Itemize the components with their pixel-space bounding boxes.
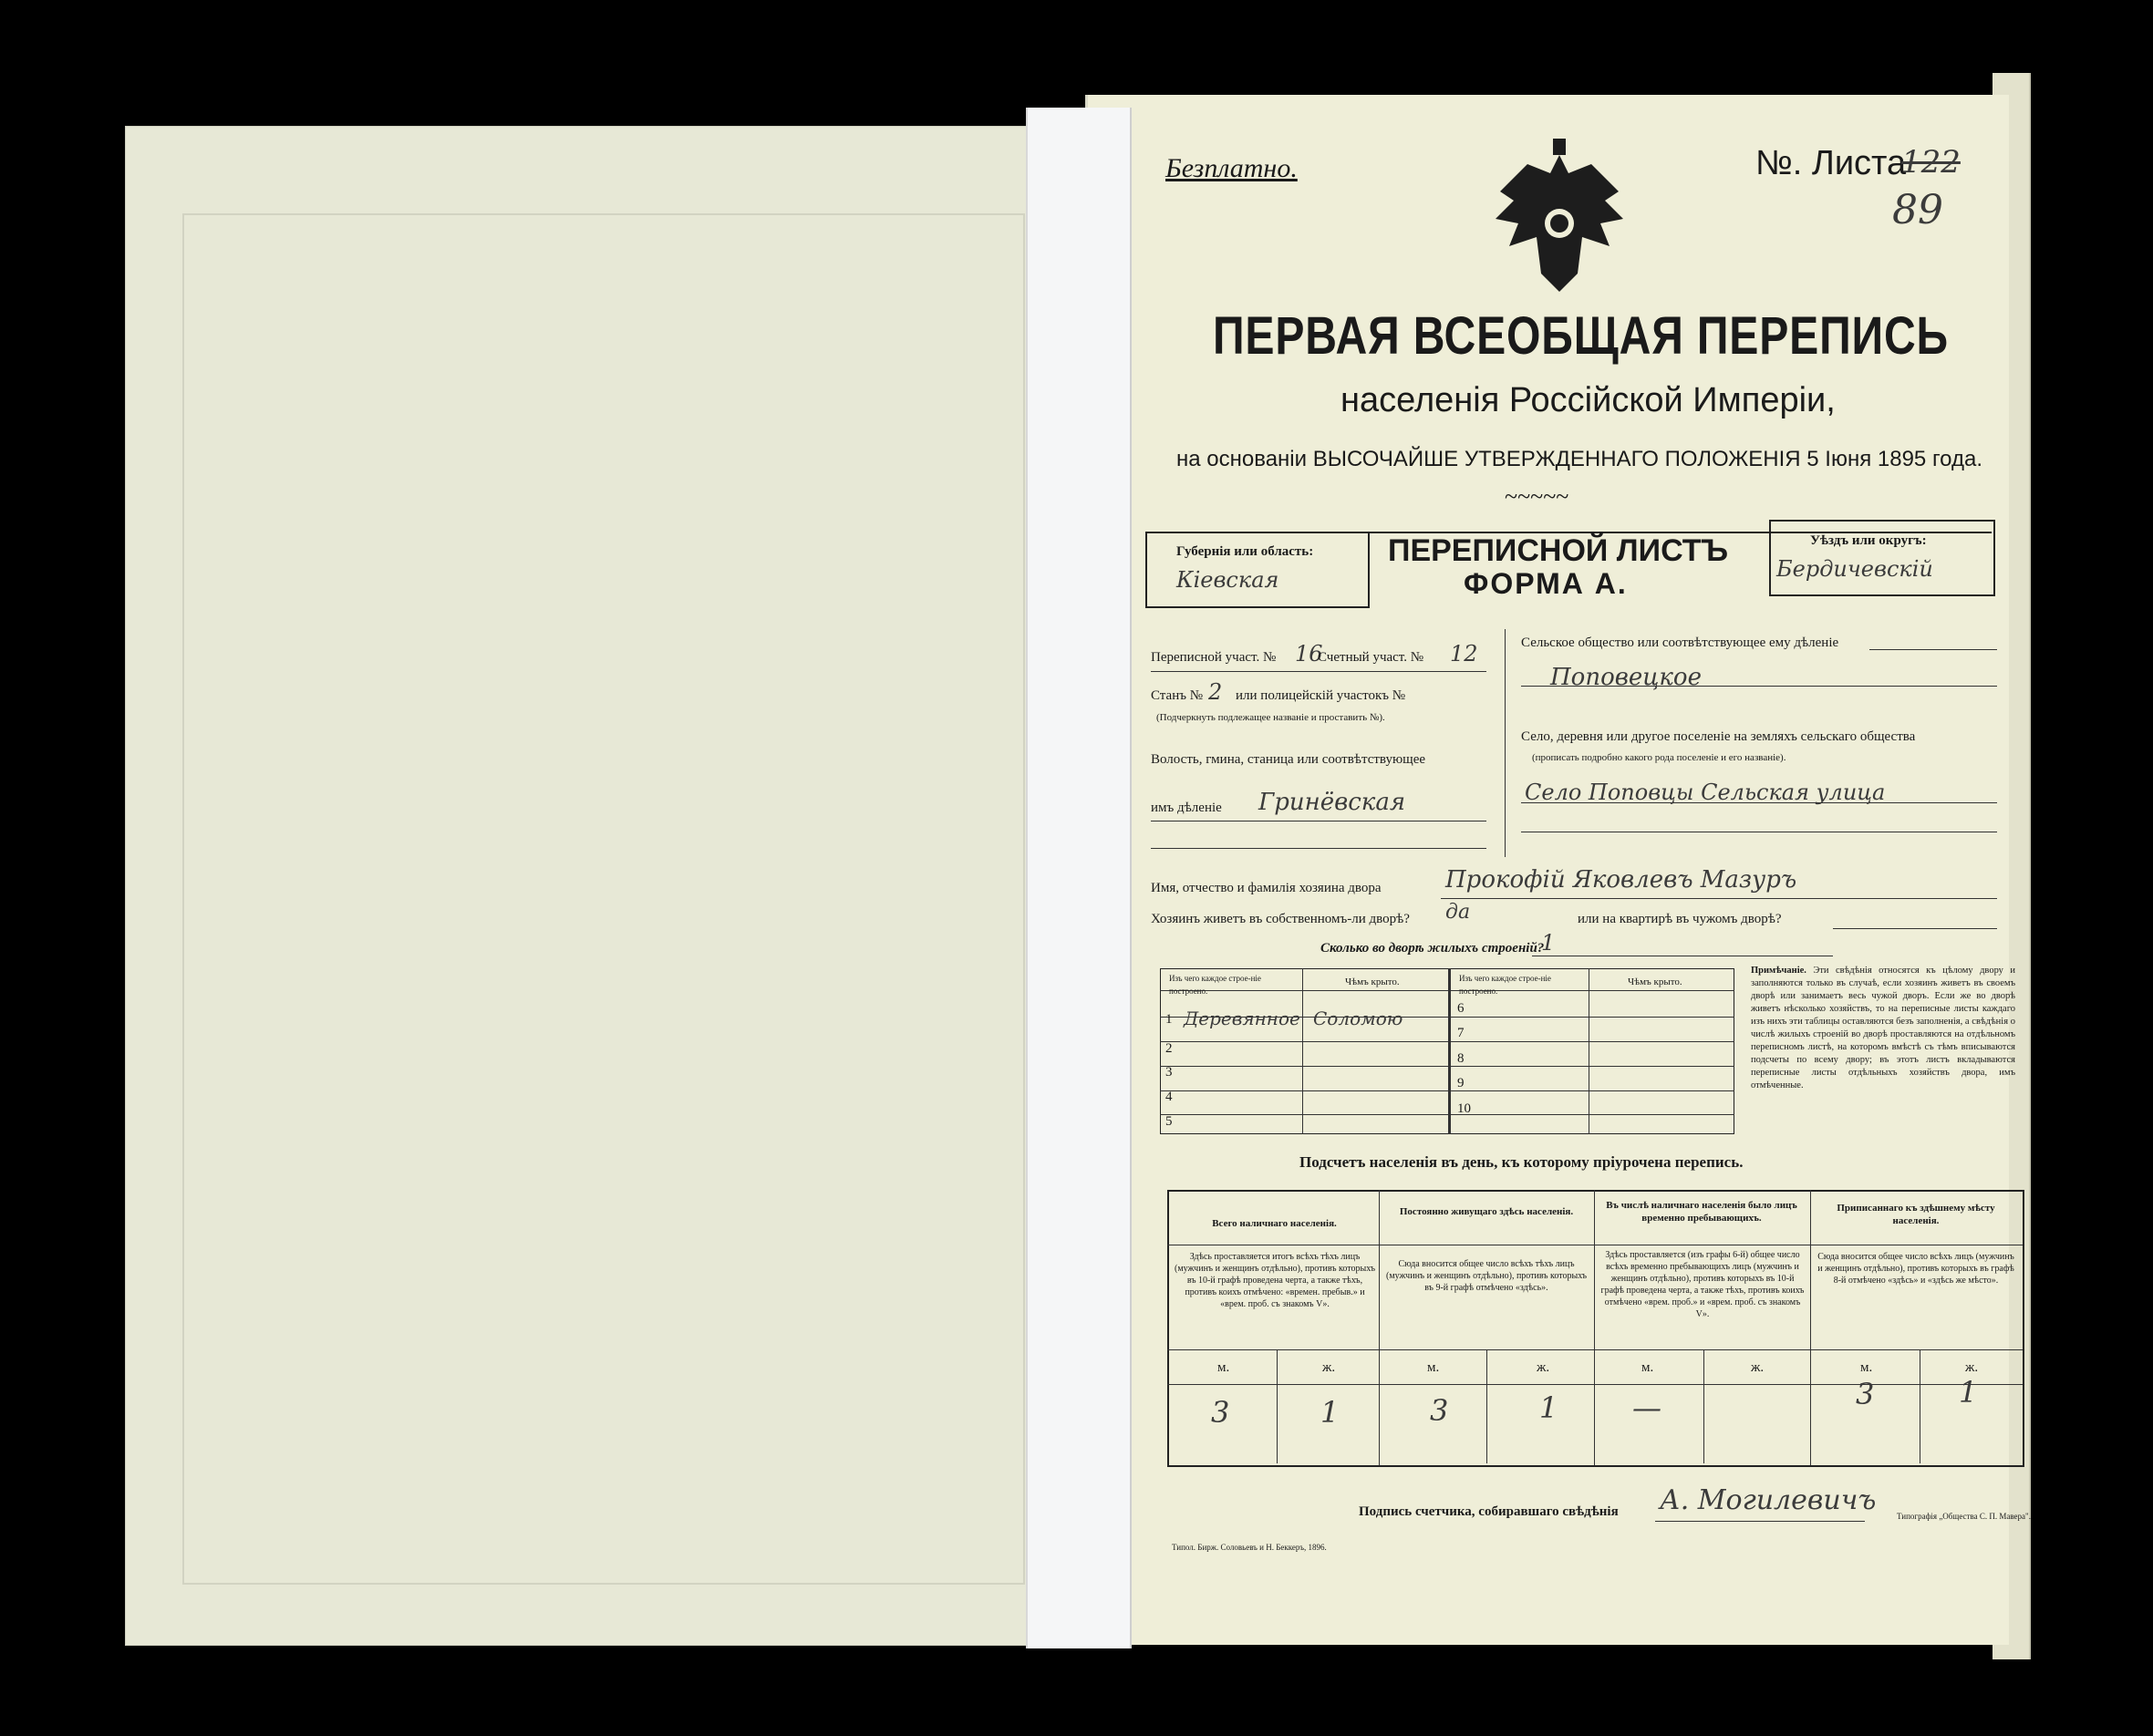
note-title: Примѣчаніе. bbox=[1751, 966, 1806, 976]
bt-row-num: 7 bbox=[1457, 1026, 1465, 1040]
bt-row-roof[interactable]: Соломою bbox=[1313, 1008, 1403, 1029]
sum-col-desc: Сюда вносится общее число всѣхъ тѣхъ лицъ (мужчинъ и женщинъ отдѣльно), противъ которыхъ въ 9-й графѣ отмѣчено «здѣсь». bbox=[1386, 1259, 1587, 1293]
left-page-frame bbox=[182, 213, 1025, 1585]
sum-value-f[interactable]: 1 bbox=[1539, 1390, 1558, 1425]
bt-row-line-3 bbox=[1160, 1066, 1734, 1067]
sum-sub-1 bbox=[1277, 1349, 1278, 1463]
society-label: Сельское общество или соотвѣтствующее ему дѣленіе bbox=[1521, 636, 1839, 650]
sum-div-3 bbox=[1810, 1190, 1811, 1465]
census-district-value[interactable]: 16 bbox=[1295, 641, 1323, 666]
sum-value-f[interactable]: 1 bbox=[1320, 1395, 1340, 1430]
stan-value[interactable]: 2 bbox=[1208, 679, 1223, 705]
bt-col-what-right: Изъ чего каждое строе-ніе построено. bbox=[1459, 974, 1551, 996]
sum-sub-2 bbox=[1486, 1349, 1487, 1463]
sum-value-m[interactable]: — bbox=[1632, 1390, 1661, 1425]
line-district bbox=[1151, 671, 1486, 672]
bt-row-line-5 bbox=[1160, 1114, 1734, 1115]
imprint-right: Типографія „Общества С. П. Мавера". bbox=[1897, 1512, 2031, 1521]
police-note: (Подчеркнуть подлежащее названіе и проставить №). bbox=[1156, 712, 1385, 723]
sheet-title: ПЕРЕПИСНОЙ ЛИСТЪ bbox=[1388, 533, 1729, 568]
bt-row-num: 6 bbox=[1457, 1001, 1465, 1016]
sum-m-label: м. bbox=[1217, 1360, 1230, 1375]
note-text: Эти свѣдѣнія относятся къ цѣлому двору и заполняются только въ случаѣ, если хозяинъ живетъ въ своемъ дворѣ или занимаетъ весь чужой дворъ. Если же во дворѣ живетъ нѣсколько хозяйствъ, то на переписные листы каждаго изъ нихъ эти таблицы оставляются безъ заполненія, а свѣдѣнія о числѣ жилыхъ строеній во дворѣ проставляются на отдѣльномъ переписномъ листѣ, на которомъ вмѣстѣ съ тѣмъ вписываются подсчеты по всему двору; въ этотъ листъ вкладываются переписные листы отдѣльныхъ хозяйствъ двора, имъ отмѣченные. bbox=[1751, 966, 2015, 1090]
bt-col-roof-left: Чѣмъ крыто. bbox=[1345, 976, 1400, 987]
sum-value-m[interactable]: 3 bbox=[1430, 1393, 1449, 1428]
bt-row-num: 9 bbox=[1457, 1076, 1465, 1090]
sum-f-label: ж. bbox=[1537, 1360, 1550, 1375]
signature-value[interactable]: А. Могилевичъ bbox=[1660, 1484, 1877, 1516]
line-society-value bbox=[1521, 686, 1997, 687]
left-blank-page bbox=[125, 126, 1092, 1646]
line-signature bbox=[1655, 1521, 1865, 1522]
buildings-note bbox=[1751, 965, 2015, 1092]
sum-col-desc: Сюда вносится общее число всѣхъ лицъ (мужчинъ и женщинъ отдѣльно), противъ которыхъ въ графѣ 8-й отмѣчено «здѣсь» и «здѣсь же мѣсто». bbox=[1817, 1252, 2014, 1286]
line-village bbox=[1521, 802, 1997, 803]
bt-row-num: 3 bbox=[1165, 1065, 1173, 1080]
counting-district-value[interactable]: 12 bbox=[1450, 641, 1478, 666]
bt-row-line-2 bbox=[1160, 1041, 1734, 1042]
sheet-number-handwritten: 89 bbox=[1892, 187, 1943, 233]
province-label: Губернія или область: bbox=[1176, 544, 1314, 559]
census-main-title: ПЕРВАЯ ВСЕОБЩАЯ ПЕРЕПИСЬ bbox=[1213, 306, 1949, 366]
buildings-value[interactable]: 1 bbox=[1541, 930, 1556, 956]
line-volost bbox=[1151, 821, 1486, 822]
sum-m-label: м. bbox=[1427, 1360, 1440, 1375]
sum-f-label: ж. bbox=[1965, 1360, 1979, 1375]
province-value[interactable]: Кіевская bbox=[1176, 567, 1279, 593]
sum-col-head: Въ числѣ наличнаго населенія было лицъ временно пребывающихъ. bbox=[1606, 1200, 1797, 1224]
volost-label-2: имъ дѣленіе bbox=[1151, 801, 1222, 815]
village-value[interactable]: Село Поповцы Сельская улица bbox=[1525, 780, 1886, 805]
owner-name-value[interactable]: Прокофій Яковлевъ Мазуръ bbox=[1445, 866, 1797, 894]
stan-label: Станъ № bbox=[1151, 688, 1204, 703]
county-value[interactable]: Бердичевскій bbox=[1776, 556, 1933, 582]
signature-label: Подпись счетчика, собиравшаго свѣдѣнія bbox=[1359, 1504, 1619, 1519]
rent-label: или на квартирѣ въ чужомъ дворѣ? bbox=[1578, 912, 1782, 926]
bt-row-num: 10 bbox=[1457, 1101, 1471, 1116]
summary-table bbox=[1167, 1190, 2024, 1467]
bt-col-roof-right: Чѣмъ крыто. bbox=[1628, 976, 1682, 987]
bt-row-num: 8 bbox=[1457, 1051, 1465, 1066]
sum-f-label: ж. bbox=[1322, 1360, 1336, 1375]
sum-sub-3 bbox=[1703, 1349, 1704, 1463]
bt-row-num: 4 bbox=[1165, 1090, 1173, 1104]
sum-f-label: ж. bbox=[1751, 1360, 1765, 1375]
binding-strip bbox=[1026, 108, 1132, 1648]
line-rent bbox=[1833, 928, 1997, 929]
bt-row-line-4 bbox=[1160, 1090, 1734, 1091]
bt-div-a bbox=[1302, 968, 1303, 1134]
census-subtitle: населенія Россійской Имперіи, bbox=[1340, 381, 1836, 419]
line-owner bbox=[1441, 898, 1997, 899]
volost-value[interactable]: Гринёвская bbox=[1258, 789, 1406, 816]
fields-divider bbox=[1505, 629, 1506, 857]
sum-col-desc: Здѣсь проставляется итогъ всѣхъ тѣхъ лицъ (мужчинъ и женщинъ отдѣльно), противъ которыхъ въ 10-й графѣ проведена черта, а также тѣхъ, противъ коихъ отмѣчено: «времен. пребыв.» и «врем. проб. съ знакомъ V». bbox=[1175, 1252, 1375, 1309]
bt-col-what-left: Изъ чего каждое строе-ніе построено. bbox=[1169, 974, 1261, 996]
sum-value-m[interactable]: 3 bbox=[1211, 1395, 1230, 1430]
bt-row-num: 5 bbox=[1165, 1114, 1173, 1129]
bt-row-num: 1 bbox=[1165, 1012, 1173, 1027]
imperial-eagle-emblem bbox=[1491, 137, 1628, 296]
bt-row-what[interactable]: Деревянное bbox=[1184, 1008, 1300, 1029]
sum-col-head: Всего наличнаго населенія. bbox=[1212, 1218, 1337, 1229]
sum-mf-line bbox=[1167, 1384, 2023, 1385]
county-label: Уѣздъ или округъ: bbox=[1810, 533, 1927, 548]
imprint-left: Типол. Бирж. Соловьевъ и Н. Беккеръ, 1896. bbox=[1172, 1543, 1327, 1552]
sum-desc-line bbox=[1167, 1349, 2023, 1350]
village-label: Село, деревня или другое поселеніе на земляхъ сельскаго общества bbox=[1521, 729, 1916, 744]
free-label: Безплатно. bbox=[1165, 153, 1298, 183]
society-value[interactable]: Поповецкое bbox=[1550, 664, 1702, 691]
sum-div-2 bbox=[1594, 1190, 1595, 1465]
sheet-number-label: №. Листа bbox=[1755, 144, 1907, 182]
sum-value-f[interactable]: 1 bbox=[1959, 1375, 1978, 1410]
summary-title: Подсчетъ населенія въ день, къ которому пріурочена перепись. bbox=[1299, 1153, 1744, 1171]
own-yard-label: Хозяинъ живетъ въ собственномъ-ли дворѣ? bbox=[1151, 912, 1410, 926]
owner-name-label: Имя, отчество и фамилія хозяина двора bbox=[1151, 881, 1382, 895]
police-label: или полицейскій участокъ № bbox=[1236, 688, 1406, 703]
own-yard-value[interactable]: да bbox=[1445, 901, 1471, 924]
sum-m-label: м. bbox=[1641, 1360, 1654, 1375]
line-volost-2 bbox=[1151, 848, 1486, 849]
sum-value-m[interactable]: 3 bbox=[1856, 1377, 1875, 1411]
buildings-label: Сколько во дворѣ жилыхъ строеній? bbox=[1320, 941, 1545, 956]
sum-div-1 bbox=[1379, 1190, 1380, 1465]
form-name: ФОРМА А. bbox=[1464, 567, 1628, 600]
bt-div-mid bbox=[1448, 968, 1451, 1134]
census-basis-line: на основаніи ВЫСОЧАЙШЕ УТВЕРЖДЕННАГО ПОЛОЖЕНІЯ 5 Іюня 1895 года. bbox=[1176, 447, 1983, 471]
line-society bbox=[1869, 649, 1997, 650]
census-district-label: Переписной участ. № bbox=[1151, 650, 1277, 665]
sum-col-head: Постоянно живущаго здѣсь населенія. bbox=[1399, 1206, 1574, 1217]
ornament-divider: ~~~~~ bbox=[1505, 483, 1569, 510]
bt-row-num: 2 bbox=[1165, 1041, 1173, 1056]
volost-label: Волость, гмина, станица или соотвѣтствующее bbox=[1151, 752, 1426, 767]
counting-district-label: Счетный участ. № bbox=[1318, 650, 1424, 665]
sum-col-desc: Здѣсь проставляется (изъ графы 6-й) общее число всѣхъ временно пребывающихъ лицъ (мужчинъ и женщинъ отдѣльно), противъ которыхъ въ 10-й графѣ проведена черта, а также тѣхъ, противъ коихъ отмѣчено «врем. проб.» и «врем. проб. съ знакомъ V». bbox=[1600, 1250, 1805, 1319]
sheet-number-struck: 122 bbox=[1901, 144, 1961, 181]
sum-m-label: м. bbox=[1860, 1360, 1873, 1375]
village-note: (прописать подробно какого рода поселеніе и его названіе). bbox=[1532, 752, 1786, 763]
sum-col-head: Приписаннаго къ здѣшнему мѣсту населенія. bbox=[1837, 1203, 1995, 1226]
